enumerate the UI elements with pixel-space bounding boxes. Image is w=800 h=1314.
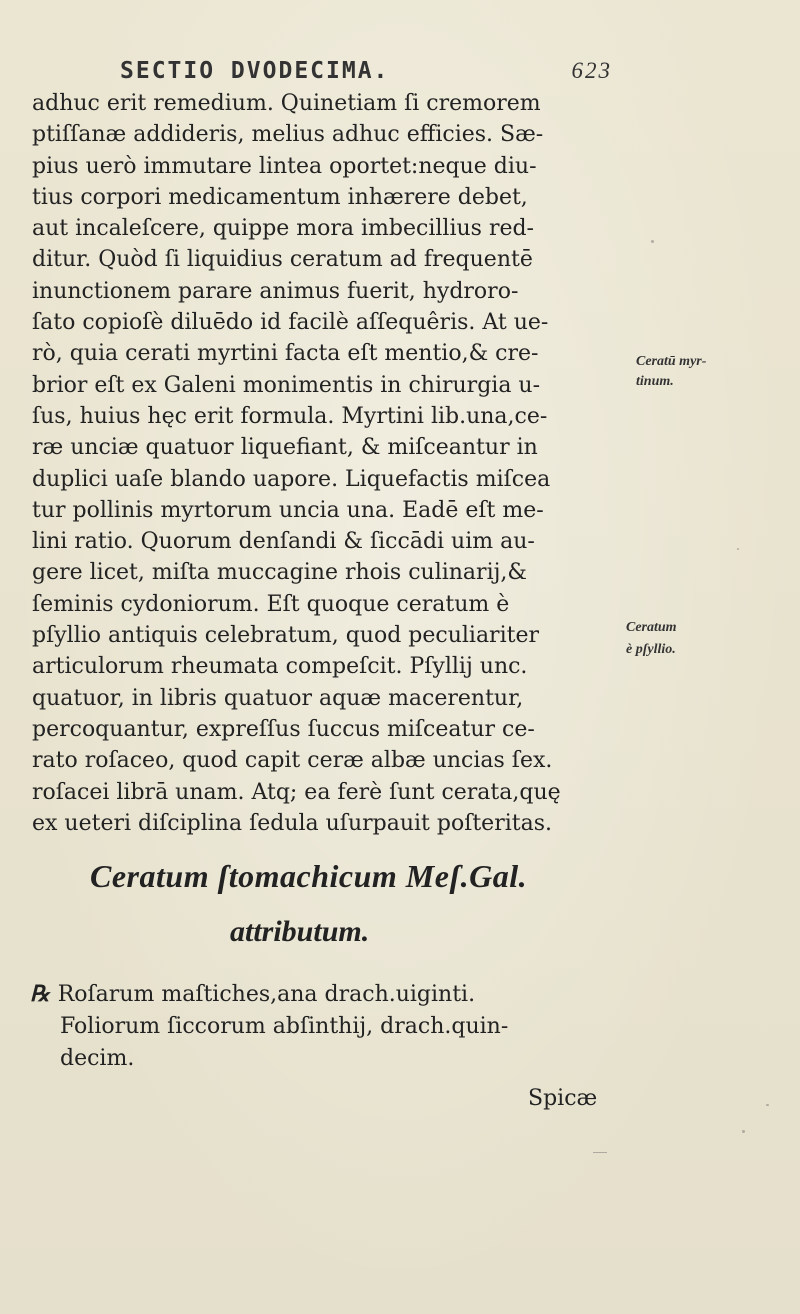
margin-note-line: tinum. [636,374,674,389]
paper-speck [766,1104,769,1106]
text-line: quatuor, in libris quatuor aquæ macerentur, [32,685,524,711]
text-line: ſus, huius hęc erit formula. Myrtini lib.una,ce- [32,403,548,429]
text-line: lini ratio. Quorum denſandi & ſiccādi uim au- [32,529,535,555]
recipe-symbol: ℞ [30,981,50,1006]
section-heading-continued: attributum. [230,915,370,948]
margin-note-line: è pſyllio. [626,642,676,657]
margin-note-line: Ceratū myr- [636,354,707,369]
margin-note-ceratum-myrtinum [636,354,706,390]
text-line: gere licet, miſta muccagine rhois culinarij,& [32,560,527,586]
text-line: rato roſaceo, quod capit ceræ albæ uncias ſex. [32,748,553,774]
text-line: ſeminis cydoniorum. Eſt quoque ceratum è [32,591,510,617]
text-line: duplici uaſe blando uapore. Liquefactis miſcea [32,466,551,492]
catchword: Spicæ [528,1086,598,1111]
text-line: tius corpori medicamentum inhærere debet, [32,184,528,210]
text-line: rò, quia cerati myrtini facta eſt mentio,& cre- [32,341,539,367]
text-line: adhuc erit remedium. Quinetiam ſi cremorem [32,91,541,116]
paper-speck [593,1152,607,1153]
text-line: aut incaleſcere, quippe mora imbecillius red- [32,216,534,242]
text-line: ptiſſanæ addideris, melius adhuc efficies. Sæ- [32,122,544,148]
margin-note-ceratum-psyllio [626,620,677,658]
recipe-line: decim. [60,1046,135,1071]
recipe-block [30,978,508,1075]
text-line: ex ueteri diſciplina ſedula uſurpauit poſteritas. [32,810,552,836]
margin-note-line: Ceratum [626,620,677,635]
section-heading: Ceratum ſtomachicum Meſ.Gal. [90,858,528,894]
page-number: 623 [571,58,612,83]
recipe-line: Roſarum maſtiches,ana drach.uiginti. [57,982,476,1007]
text-line: pſyllio antiquis celebratum, quod peculiariter [32,623,539,649]
text-line: ſato copioſè diluēdo id facilè aſſequêris. At ue- [32,310,549,336]
text-line: inunctionem parare animus fuerit, hydroro- [32,278,519,304]
body-text [32,88,632,839]
text-line: articulorum rheumata compeſcit. Pſyllij unc. [32,654,528,680]
text-line: roſacei librā unam. Atq; ea ferè ſunt cerata,quę [32,779,561,805]
header-title: SECTIO DVODECIMA. [120,58,390,84]
text-line: pius uerò immutare lintea oportet:neque diu- [32,153,537,179]
text-line: ræ unciæ quatuor liquefiant, & miſceantur in [32,435,538,461]
paper-speck [742,1130,745,1133]
recipe-line: Foliorum ſiccorum abſinthij, drach.quin- [60,1014,509,1039]
text-line: ditur. Quòd ſi liquidius ceratum ad frequentē [32,247,533,273]
paper-speck [737,548,739,550]
text-line: tur pollinis myrtorum uncia una. Eadē eſt me- [32,497,544,523]
text-line: percoquantur, expreſſus ſuccus miſceatur ce- [32,716,535,742]
text-line: brior eſt ex Galeni monimentis in chirurgia u- [32,372,541,398]
paper-speck [651,240,654,243]
